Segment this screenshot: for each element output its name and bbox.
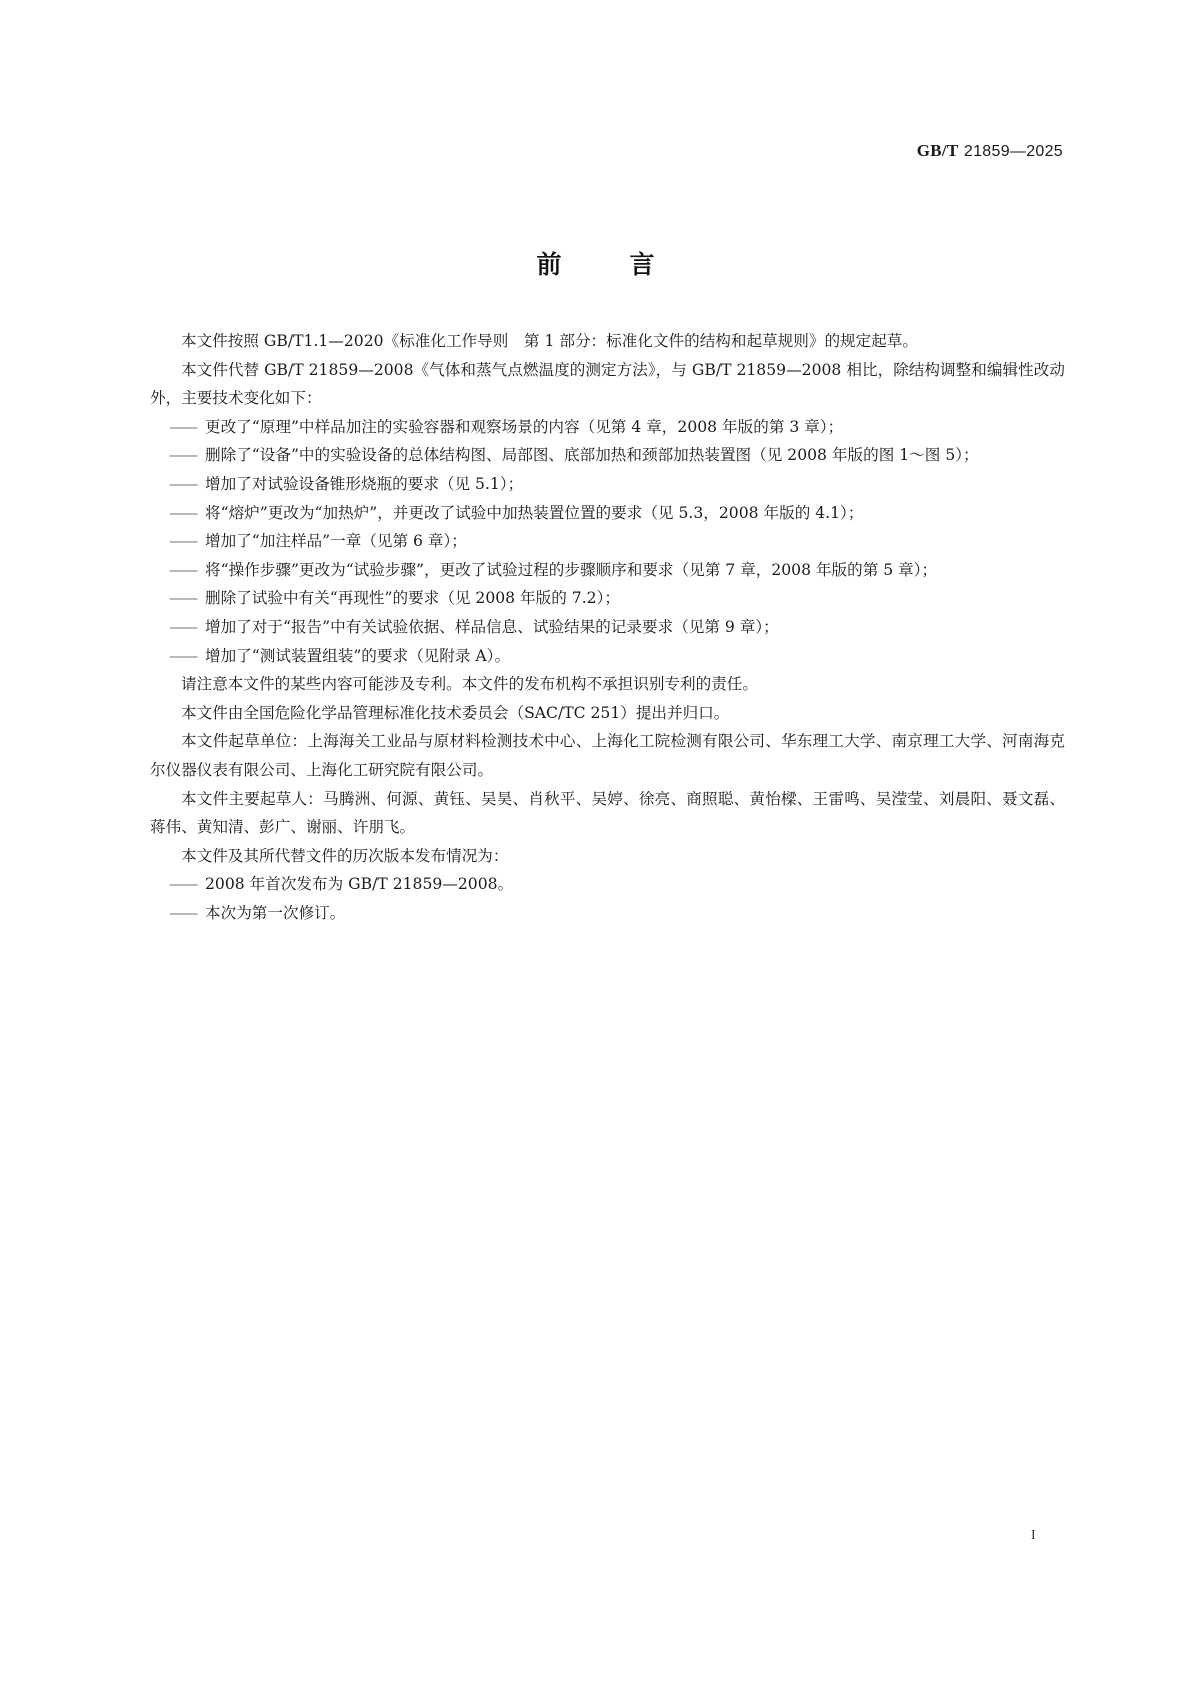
paragraph-replacement: 本文件代替 GB/T 21859—2008《气体和蒸气点燃温度的测定方法》，与 GB/T 21859—2008 相比，除结构调整和编辑性改动外，主要技术变化如下： [150,360,1065,408]
change-item: —— 增加了对于“报告”中有关试验依据、样品信息、试验结果的记录要求（见第 9 章）； [150,613,1065,642]
paragraph-drafting-units: 本文件起草单位：上海海关工业品与原材料检测技术中心、上海化工院检测有限公司、华东理工大学、南京理工大学、河南海克尔仪器仪表有限公司、上海化工研究院有限公司。 [150,732,1065,779]
page-title [0,245,1191,281]
dash-marker: —— [169,446,197,465]
paragraph-drafting-rules: 本文件按照 GB/T1.1—2020《标准化工作导则 第 1 部分：标准化文件的结构和起草规则》的规定起草。 [181,332,919,350]
title-char-2: 言 [629,250,655,279]
standard-number: 21859—2025 [963,143,1063,160]
dash-marker: —— [169,503,197,522]
dash-marker: —— [169,589,197,608]
dash-marker: —— [169,560,197,579]
change-item: —— 增加了“测试装置组装”的要求（见附录 A）。 [150,642,1065,671]
change-item: —— 将“操作步骤”更改为“试验步骤”，更改了试验过程的步骤顺序和要求（见第 7 章，2008 年版的第 5 章）； [150,556,1065,585]
history-item: —— 本次为第一次修订。 [150,899,1065,928]
dash-marker: —— [169,417,197,436]
foreword-body [150,327,1065,927]
history-item: —— 2008 年首次发布为 GB/T 21859—2008。 [150,870,1065,899]
page-number: I [1031,1528,1036,1543]
change-item: —— 更改了“原理”中样品加注的实验容器和观察场景的内容（见第 4 章，2008 年版的第 3 章）； [150,413,1065,442]
paragraph-drafters: 本文件主要起草人：马腾洲、何源、黄钰、吴昊、肖秋平、吴婷、徐亮、商照聪、黄怡樑、王雷鸣、吴滢莹、刘晨阳、聂文磊、蒋伟、黄知清、彭广、谢丽、许朋飞。 [150,789,1065,837]
dash-marker: —— [169,617,197,636]
dash-marker: —— [169,875,197,894]
title-char-1: 前 [536,250,562,279]
change-item: —— 增加了“加注样品”一章（见第 6 章）； [150,527,1065,556]
paragraph-proposer: 本文件由全国危险化学品管理标准化技术委员会（SAC/TC 251）提出并归口。 [181,703,730,722]
change-item: —— 将“熔炉”更改为“加热炉”，并更改了试验中加热装置位置的要求（见 5.3，2008 年版的 4.1）； [150,499,1065,528]
standard-prefix: GB/T [916,141,959,160]
dash-marker: —— [169,474,197,493]
standard-code [917,141,1063,161]
paragraph-history-intro: 本文件及其所代替文件的历次版本发布情况为： [181,846,509,865]
change-item: —— 增加了对试验设备锥形烧瓶的要求（见 5.1）； [150,470,1065,499]
dash-marker: —— [169,646,197,665]
dash-marker: —— [169,903,197,922]
dash-marker: —— [169,532,197,551]
change-item: —— 删除了试验中有关“再现性”的要求（见 2008 年版的 7.2）； [150,584,1065,613]
change-item: —— 删除了“设备”中的实验设备的总体结构图、局部图、底部加热和颈部加热装置图（见 2008 年版的图 1～图 5）； [150,441,1065,470]
paragraph-patent-notice: 请注意本文件的某些内容可能涉及专利。本文件的发布机构不承担识别专利的责任。 [181,675,758,694]
